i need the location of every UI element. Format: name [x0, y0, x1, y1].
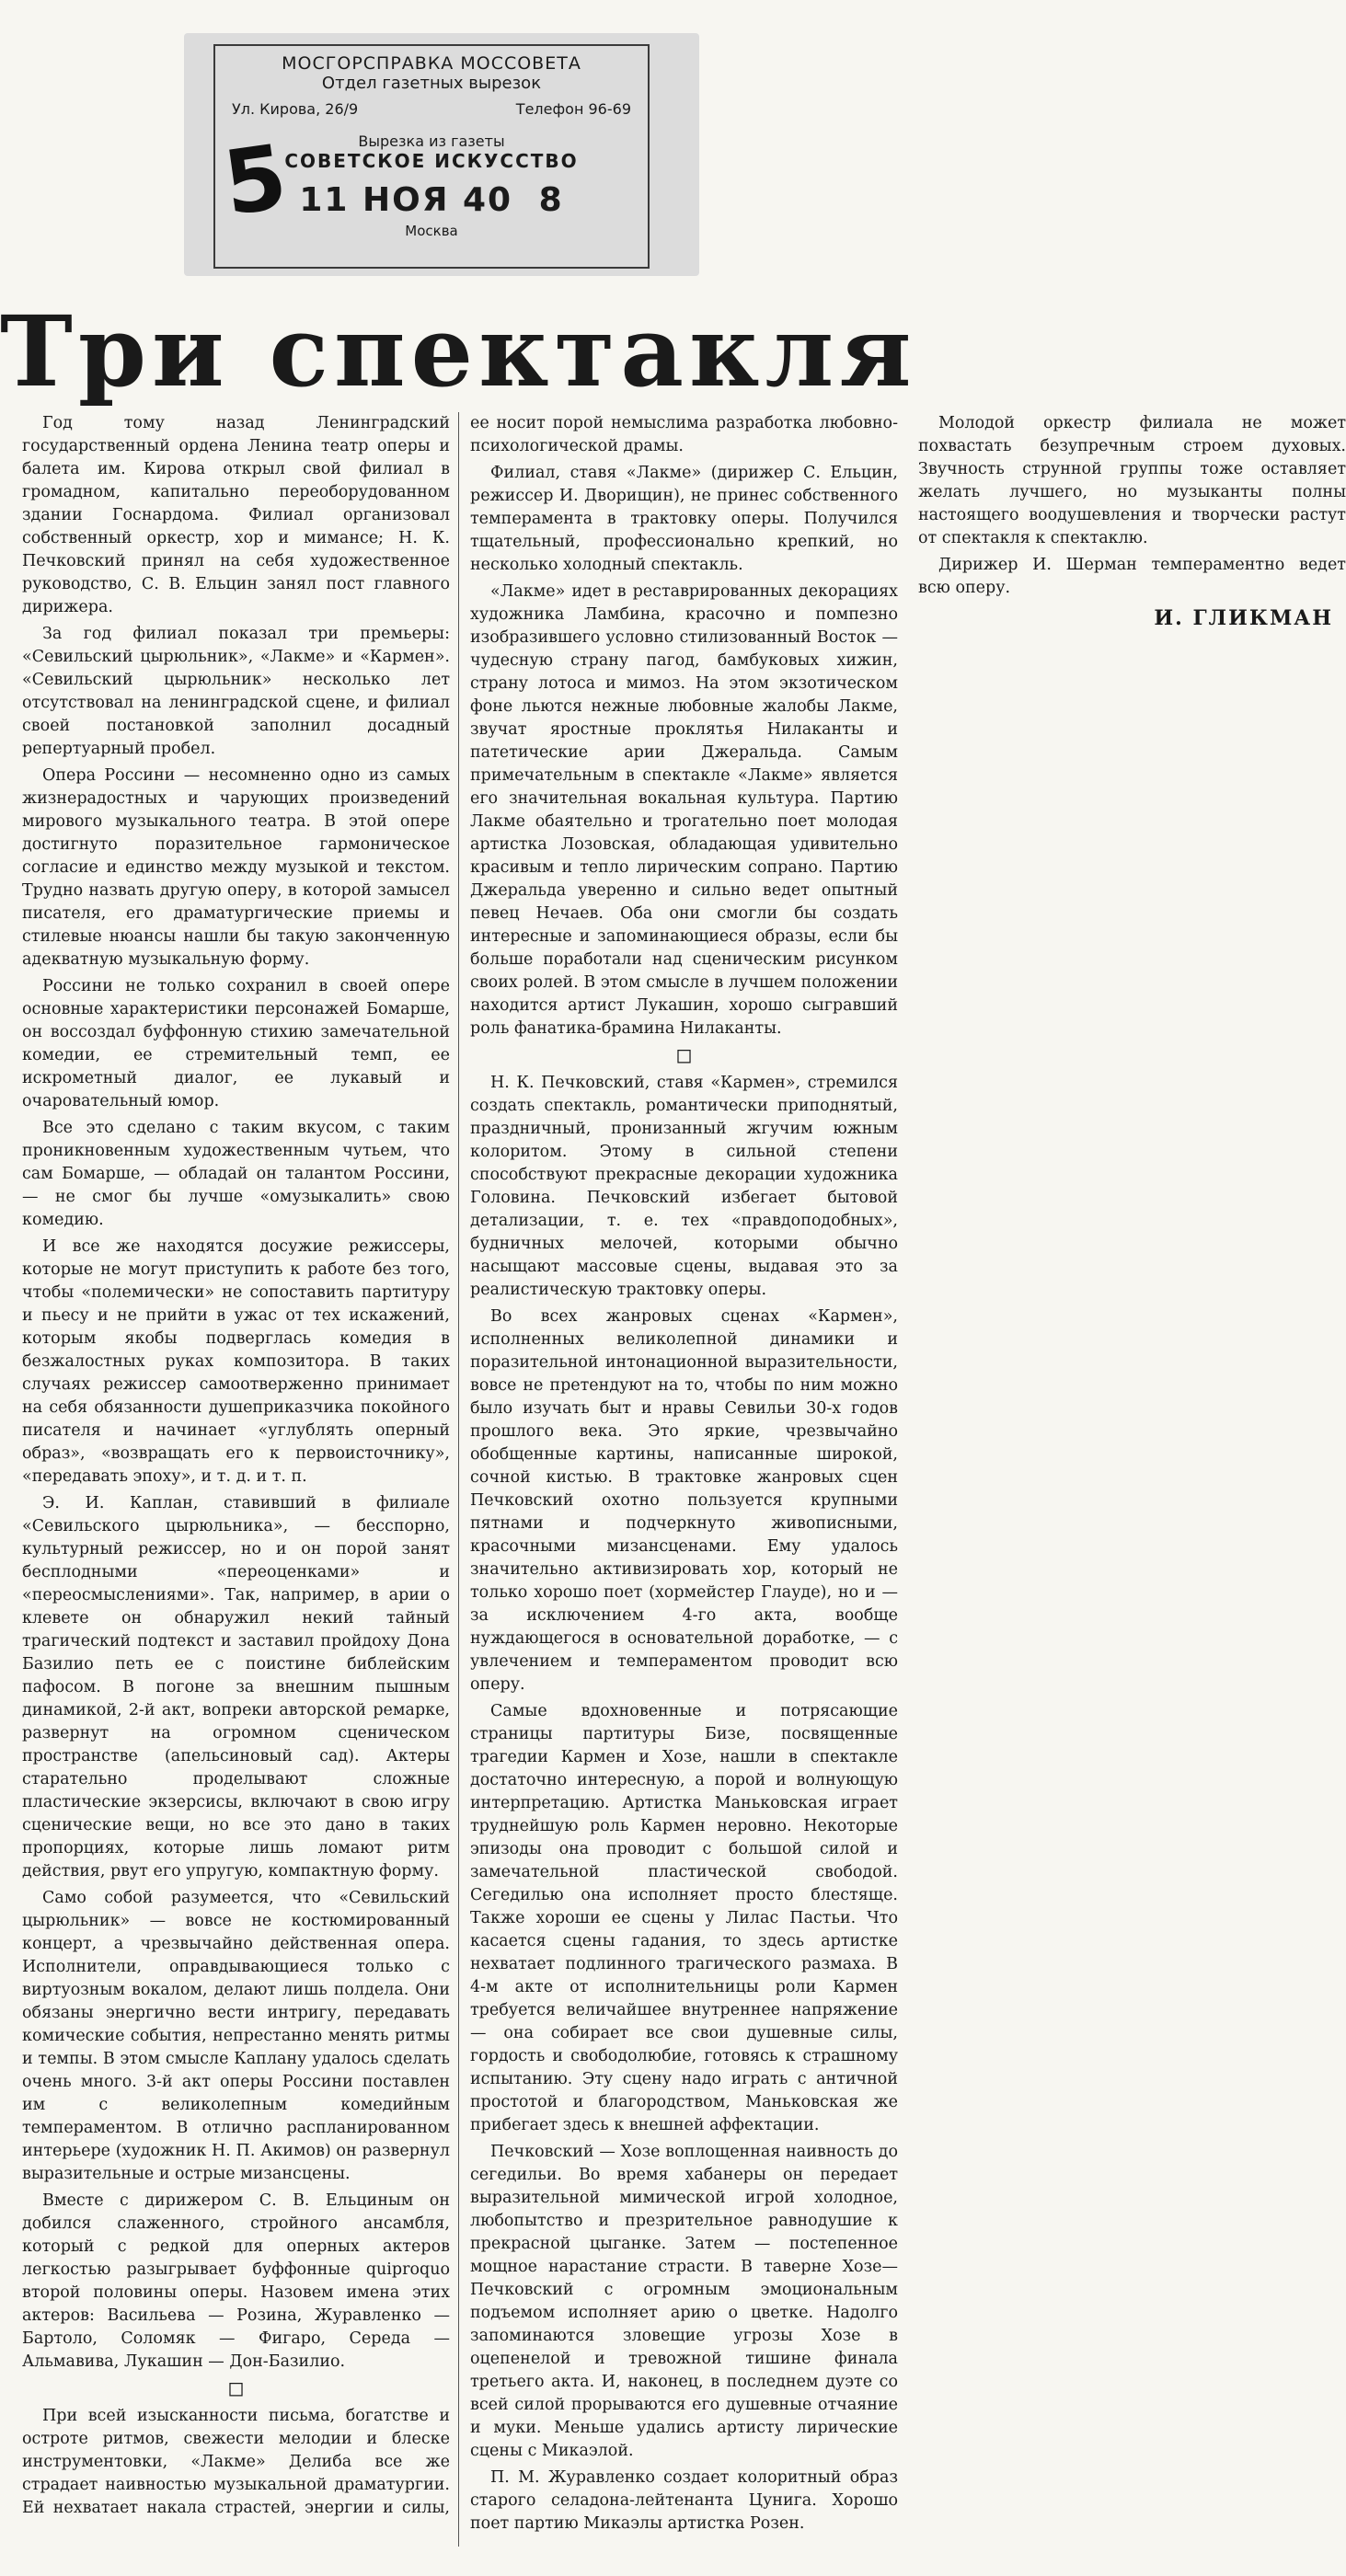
paragraph: При всей изысканности письма, богатстве и остроте ритмов, свежести мелодии и блеске инструментовки, «Лакме» Делиба все же страдает наивностью музыкальной драматургии. Ей нехватает накала страстей, энергии и силы, ее носит порой немыслима разработка любовно-психологической драмы. [22, 414, 898, 2517]
section-separator: ◻ [227, 2377, 245, 2400]
paragraph: П. М. Журавленко создает колоритный образ старого селадона-лейтенанта Цунига. Хорошо поет партию Микаэлы артистка Розен. [470, 2468, 898, 2533]
paragraph: Все это сделано с таким вкусом, с таким проникновенным художественным чутьем, что сам Бомарше, — обладай он талантом Россини, — не смог бы лучше «омузыкалить» свою комедию. [22, 1119, 450, 1229]
paragraph: За год филиал показал три премьеры: «Севильский цырюльник», «Лакме» и «Кармен». «Севильский цырюльник» несколько лет отсутствовал на ленинградской сцене, и филиал своей постановкой заполнил досадный репертуарный пробел. [22, 625, 450, 758]
paragraph: Россини не только сохранил в своей опере основные характеристики персонажей Бомарше, он воссоздал буффонную стихию замечательной комедии, ее стремительный темп, ее искрометный диалог, ее лукавый и очаровательный юмор. [22, 977, 450, 1110]
stamp-department: Отдел газетных вырезок [321, 74, 542, 93]
paragraph: Э. И. Каплан, ставивший в филиале «Севильского цырюльника», — бесспорно, культурный режиссер, но и он порой занят бесплодными «переоценками» и «переосмыслениями». Так, например, в арии о клевете он обнаружил некий тайный трагический подтекст и заставил пройдоху Дона Базилио петь ее с поистине библейским пафосом. В погоне за внешним пышным динамикой, 2-й акт, вопреки авторской ремарке, развернут на огромном сценическом пространстве (апельсиновый сад). Актеры старательно проделывают сложные пластические экзерсисы, включают в свою игру сценические вещи, но все это дано в таких пропорциях, которые лишь ломают ритм действия, рвут его упругую, компактную форму. [22, 1494, 450, 1880]
article-title: Три спектакля [0, 293, 917, 408]
paragraph: Филиал, ставя «Лакме» (дирижер С. Ельцин, режиссер И. Дворищин), не принес собственного темперамента в трактовку оперы. Получился тщательный, профессионально крепкий, но несколько холодный спектакль. [470, 464, 898, 574]
paragraph: Вместе с дирижером С. В. Ельциным он добился слаженного, стройного ансамбля, который с редкой для оперных актеров легкостью разыгрывает буффонные quiproquo второй половины оперы. Назовем имена этих актеров: Васильева — Розина, Журавленко — Бартоло, Соломяк — Фигаро, Середа — Альмавива, Лукашин — Дон-Базилио. [22, 2191, 450, 2371]
paragraph: Молодой оркестр филиала не может похвастать безупречным строем духовых. Звучность струнной группы тоже оставляет желать лучшего, но музыканты полны настоящего воодушевления и творчески растут от спектакля к спектаклю. [918, 414, 1346, 547]
paragraph: И все же находятся досужие режиссеры, которые не могут приступить к работе без того, чтобы «полемически» не сопоставить партитуру и пьесу и не прийти в ужас от тех искажений, которым якобы подверглась комедия в безжалостных руках композитора. В таких случаях режиссер самоотверженно принимает на себя обязанности душеприказчика покойного писателя и начинает «углублять оперный образ», «возвращать его к первоисточнику», «передавать эпоху», и т. д. и т. п. [22, 1237, 450, 1486]
paragraph: Само собой разумеется, что «Севильский цырюльник» — вовсе не костюмированный концерт, а чрезвычайно действенная опера. Исполнители, оправдывающиеся только с виртуозным вокалом, делают лишь полдела. Они обязаны энергично вести интригу, передавать комические события, непрестанно менять ритмы и темпы. В этом смысле Каплану удалось сделать очень много. 3-й акт оперы Россини поставлен им с великолепным комедийным темпераментом. В отлично распланированном интерьере (художник Н. П. Акимов) он развернул выразительные и острые мизансцены. [22, 1889, 450, 2183]
paragraph: Дирижер И. Шерман темпераментно ведет всю оперу. [918, 556, 1346, 597]
stamp-phone: Телефон 96-69 [515, 100, 631, 118]
paragraph: «Лакме» идет в реставрированных декорациях художника Ламбина, красочно и помпезно изобразившего условно стилизованный Восток — чудесную страну пагод, бамбуковых хижин, страну лотоса и мимоз. На этом экзотическом фоне льются нежные любовные жалобы Лакме, звучат яростные проклятья Нилаканты и патетические арии Джеральда. Самым примечательным в спектакле «Лакме» является его значительная вокальная культура. Партию Лакме обаятельно и трогательно поет молодая артистка Лозовская, обладающая удивительно красивым и тепло лирическим сопрано. Партию Джеральда уверенно и сильно ведет опытный певец Нечаев. Оба они смогли бы создать интересные и запоминающиеся образы, если бы больше поработали над сценическим рисунком своих ролей. В этом смысле в лучшем положении находится артист Лукашин, хорошо сыгравший роль фанатика-брамина Нилаканты. [470, 582, 898, 1038]
article-body [22, 412, 1346, 2547]
paragraph: Самые вдохновенные и потрясающие страницы партитуры Бизе, посвященные трагедии Кармен и Хозе, нашли в спектакле достаточно интересную, а порой и волнующую интерпретацию. Артистка Маньковская играет труднейшую роль Кармен неровно. Некоторые эпизоды она проводит с большой силой и замечательной пластической свободой. Сегедилью она исполняет просто блестяще. Также хороши ее сцены у Лилас Пастьи. Что касается сцены гадания, то здесь артистке нехватает подлинного трагического размаха. В 4-м акте от исполнительницы роли Кармен требуется величайшее внутреннее напряжение — она собирает все свои душевные силы, гордость и свободолюбие, готовясь к страшному испытанию. Эту сцену надо играть с античной простотой и благородством, Маньковская же прибегает здесь к внешней аффектации. [470, 1702, 898, 2134]
stamp-source-label: Вырезка из газеты [358, 132, 505, 150]
stamp-newspaper: СОВЕТСКОЕ ИСКУССТВО [284, 150, 579, 172]
stamp-date-value: 11 НОЯ 40 [299, 181, 513, 219]
stamp-page-number: 8 [538, 181, 564, 219]
section-separator: ◻ [675, 1044, 693, 1067]
handwritten-number: 5 [217, 124, 293, 236]
author-signature: И. ГЛИКМАН [1154, 606, 1333, 630]
paragraph: Опера Россини — несомненно одно из самых жизнерадостных и чарующих произведений мирового музыкального театра. В этой опере достигнуто поразительное гармоническое согласие и единство между музыкой и текстом. Трудно назвать другую оперу, в которой замысел писателя, его драматургические приемы и стилевые нюансы нашли бы такую законченную адекватную музыкальную форму. [22, 766, 450, 969]
paragraph: Печковский — Хозе воплощенная наивность до сегедильи. Во время хабанеры он передает выразительной мимической игрой холодное, любопытство и презрительное равнодушие к прекрасной цыганке. Затем — постепенное мощное нарастание страсти. В таверне Хозе—Печковский с огромным эмоциональным подъемом исполняет арию о цветке. Надолго запоминаются зловещие угрозы Хозе в оцепенелой и тревожной тишине финала третьего акта. И, наконец, в последнем дуэте со всей силой прорываются его душевные отчаяние и муки. Меньше удались артисту лирические сцены с Микаэлой. [470, 2143, 898, 2460]
stamp-contact-row [215, 100, 648, 118]
stamp-agency: МОСГОРСПРАВКА МОССОВЕТА [282, 53, 581, 74]
paragraph: Н. К. Печковский, ставя «Кармен», стремился создать спектакль, романтически приподнятый, праздничный, пронизанный жгучим южным колоритом. Этому в сильной степени способствуют прекрасные декорации художника Головина. Печковский избегает бытовой детализации, т. е. тех «правдоподобных», будничных мелочей, которыми обычно насыщают массовые сцены, выдавая это за реалистическую трактовку оперы. [470, 1074, 898, 1299]
stamp-city: Москва [405, 223, 458, 239]
paragraph: Во всех жанровых сценах «Кармен», исполненных великолепной динамики и поразительной интонационной выразительности, вовсе не претендуют на то, чтобы по ним можно было изучать быт и нравы Севильи 30-х годов прошлого века. Это яркие, чрезвычайно обобщенные картины, написанные широкой, сочной кистью. В трактовке жанровых сцен Печковский охотно пользуется крупными пятнами и подчеркнуто живописными, красочными мизансценами. Ему удалось значительно активизировать хор, который не только хорошо поет (хормейстер Глауде), но и — за исключением 4-го акта, вообще нуждающегося в основательной доработке, — с увлечением и темпераментом проводит всю оперу. [470, 1307, 898, 1694]
stamp-address: Ул. Кирова, 26/9 [232, 100, 359, 118]
paragraph: Год тому назад Ленинградский государственный ордена Ленина театр оперы и балета им. Кирова открыл свой филиал в громадном, капитально переоборудованном здании Госнардома. Филиал организовал собственный оркестр, хор и мимансе; Н. К. Печковский принял на себя художественное руководство, С. В. Ельцин занял пост главного дирижера. [22, 414, 450, 616]
